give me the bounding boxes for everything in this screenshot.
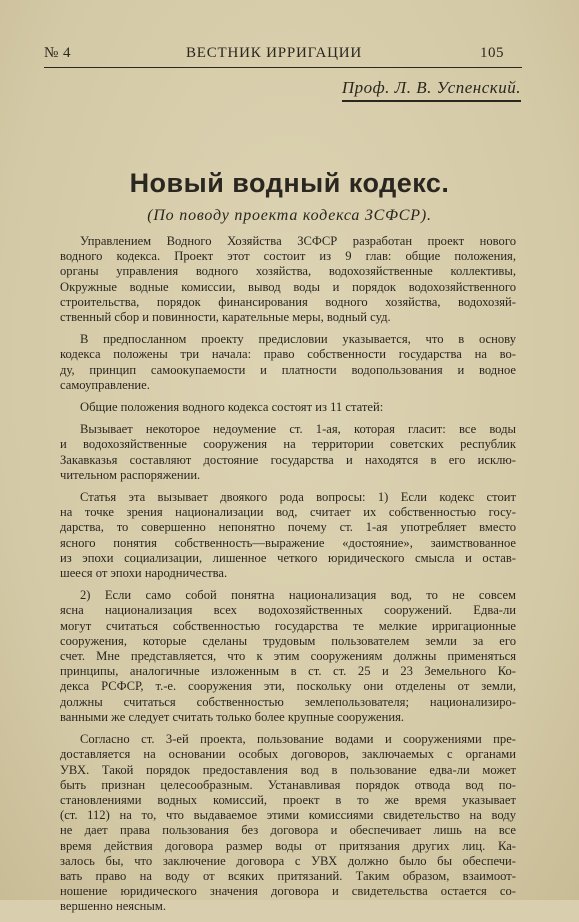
text-line: Управлением Водного Хозяйства ЗСФСР разработан проект нового xyxy=(80,234,516,248)
body-paragraph xyxy=(60,332,516,393)
text-line: шееся от эпохи народничества. xyxy=(60,566,228,581)
text-line: Вызывает некоторое недоумение ст. 1-ая, которая гласит: все воды xyxy=(80,422,516,437)
article-subtitle: (По поводу проекта кодекса ЗСФСР). xyxy=(147,207,432,224)
text-line: Статья эта вызывает двоякого рода вопросы: 1) Если кодекс стоит xyxy=(80,490,516,505)
text-line: из эпохи социализации, лишенное четкого юридического смысла и остав- xyxy=(60,550,516,565)
text-line: Окружные водные комиссии, вывод воды и порядок водохозяйственного xyxy=(60,279,516,294)
text-line: вершенно неясным. xyxy=(60,899,167,914)
issue-number: № 4 xyxy=(44,45,72,61)
text-line: ванными же следует считать только более крупные сооружения. xyxy=(60,709,405,724)
body-paragraph xyxy=(60,732,516,914)
text-line: кодекса положены три начала: право собственности государства на во- xyxy=(60,347,516,362)
text-line: органы управления водного хозяйства, водохозяйственные коллективы, xyxy=(60,264,516,279)
text-line: ду, принцип самоокупаемости и платности водопользования и водное xyxy=(60,362,516,377)
body-paragraph xyxy=(60,400,516,415)
body-paragraph xyxy=(60,422,516,483)
text-line: Закавказья составляют достояние государства и находятся в его исклю- xyxy=(60,452,516,467)
text-line: ственный сбор и повинности, карательные меры, водный суд. xyxy=(60,310,391,325)
text-line: на точке зрения национализации вод, считает их собственностью госу- xyxy=(60,505,516,520)
body-paragraph xyxy=(60,490,516,581)
author-name: Проф. Л. В. Успенский. xyxy=(342,78,521,102)
article-body xyxy=(60,234,516,922)
text-line: 2) Если само собой понятна национализация вод, то не совсем xyxy=(80,588,516,603)
text-line: чительном распоряжении. xyxy=(60,467,201,482)
body-paragraph xyxy=(60,234,516,325)
text-line: декса РСФСР, т.-е. сооружения эти, поскольку они отделены от земли, xyxy=(60,679,516,694)
text-line: не дает права пользования без договора и обеспечивает лишь на все xyxy=(60,823,516,838)
text-line: Согласно ст. 3-ей проекта, пользование водами и сооружениями пре- xyxy=(80,732,516,747)
header-rule xyxy=(44,67,522,68)
page-number: 105 xyxy=(480,45,504,61)
text-line: могут считаться собственностью государства те мелкие ирригационные xyxy=(60,618,516,633)
text-line: время действия договора размер воды от притязания других лиц. Ка- xyxy=(60,838,516,853)
text-line: В предпосланном проекту предисловии указывается, что в основу xyxy=(80,332,516,347)
text-line: принципы, аналогичные изложенным в ст. ст. 25 и 23 Земельного Ко- xyxy=(60,664,516,679)
text-line: быть признан целесообразным. Устанавливая порядок отвода вод по- xyxy=(60,777,516,792)
text-line: счет. Мне представляется, что к этим сооружениям должны применяться xyxy=(60,649,516,664)
running-header xyxy=(44,45,504,65)
text-line: строительства, порядок финансирования водного хозяйства, водохозяй- xyxy=(60,294,516,309)
article-title: Новый водный кодекс. xyxy=(129,168,450,198)
journal-title: ВЕСТНИК ИРРИГАЦИИ xyxy=(185,45,363,61)
text-line: ношение юридического значения договора и свидетельства остается со- xyxy=(60,884,516,899)
text-line: Общие положения водного кодекса состоят из 11 статей: xyxy=(80,400,384,415)
text-line: ясна национализация всех водохозяйственных сооружений. Едва-ли xyxy=(60,603,516,618)
text-line: УВХ. Такой порядок предоставления вод в пользование едва-ли может xyxy=(60,762,516,777)
text-line: вать право на воду от всяких притязаний. Таким образом, взаимоот- xyxy=(60,868,516,883)
text-line: водного кодекса. Проект этот состоит из 9 глав: общие положения, xyxy=(60,249,516,264)
text-line: дарства, то совершенно непонятно почему ст. 1-ая употребляет вместо xyxy=(60,520,516,535)
text-line: доставляется на основании особых договоров, заключаемых с органами xyxy=(60,747,516,762)
text-line: залось бы, что заключение договора с УВХ должно было бы обеспечи- xyxy=(60,853,516,868)
text-line: (ст. 112) на то, что выдаваемое этими комиссиями свидетельство на воду xyxy=(60,808,516,823)
body-paragraph xyxy=(60,588,516,725)
text-line: должны считаться собственностью землепользователя; национализиро- xyxy=(60,694,516,709)
text-line: самоуправление. xyxy=(60,377,150,392)
text-line: и водохозяйственные сооружения на территории советских республик xyxy=(60,437,516,452)
text-line: ясного понятия собственность—выражение «достояние», заимствованное xyxy=(60,535,516,550)
text-line: становлениями водных комиссий, проект в то же время указывает xyxy=(60,792,516,807)
text-line: сооружения, которые сделаны трудовым пользователем земли за его xyxy=(60,633,516,648)
